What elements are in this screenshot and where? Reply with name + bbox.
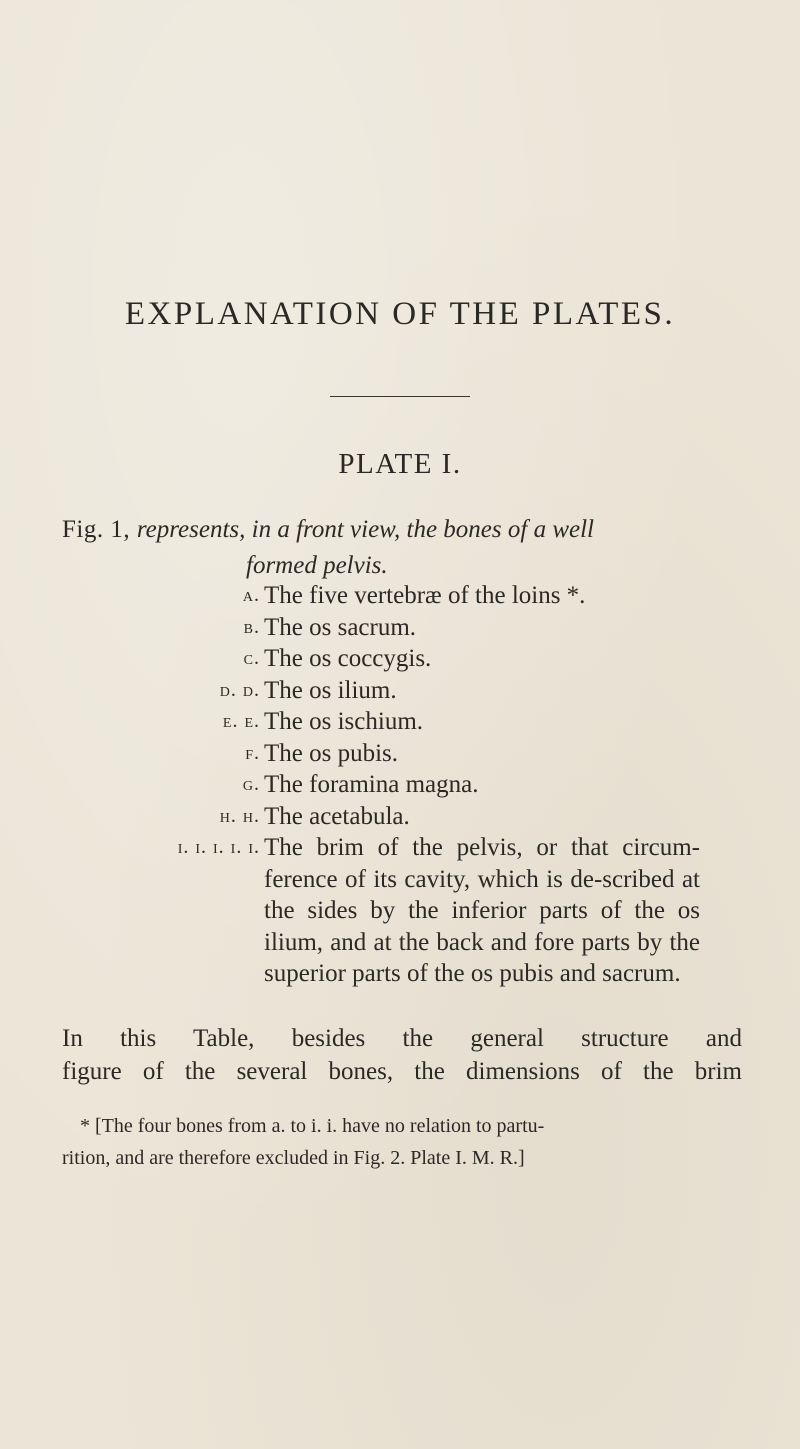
page-title: EXPLANATION OF THE PLATES. bbox=[124, 296, 676, 332]
legend-description: The acetabula. bbox=[264, 802, 410, 830]
legend-description: The os ischium. bbox=[264, 708, 424, 735]
legend-description: The brim of the pelvis, or that circum-ference of its cavity, which is de-scribed at the sides by the inferior parts of the os ilium, and at the back and fore parts by the superior parts of the os pubis and sacrum. bbox=[264, 834, 700, 987]
legend-description: The five vertebræ of the loins *. bbox=[264, 582, 586, 609]
legend-description: The os sacrum. bbox=[264, 613, 417, 641]
legend-description: The os coccygis. bbox=[264, 645, 432, 672]
legend-item bbox=[0, 706, 800, 738]
figure-caption-text: represents, in a front view, the bones of a well bbox=[136, 516, 594, 543]
legend-description: The os ilium. bbox=[264, 676, 397, 704]
body-paragraph-line: In this Table, besides the general structure and bbox=[62, 1025, 742, 1052]
legend-key: h. h. bbox=[219, 804, 260, 827]
title-divider-rule bbox=[330, 396, 470, 397]
legend-item bbox=[0, 612, 800, 644]
legend-item bbox=[0, 738, 800, 770]
figure-caption-text-line2: formed pelvis. bbox=[246, 552, 388, 579]
legend-key: c. bbox=[243, 647, 260, 669]
legend-description: The os pubis. bbox=[264, 739, 399, 767]
legend-item bbox=[0, 643, 800, 675]
legend-item bbox=[0, 675, 800, 707]
legend-key: e. e. bbox=[222, 710, 260, 732]
legend-key: b. bbox=[243, 615, 260, 638]
footnote bbox=[62, 1110, 742, 1174]
legend-description: The foramina magna. bbox=[264, 771, 479, 798]
legend-item bbox=[0, 832, 800, 990]
figure-legend bbox=[0, 580, 800, 990]
legend-key: g. bbox=[242, 773, 260, 795]
figure-caption bbox=[62, 512, 762, 584]
plate-heading: PLATE I. bbox=[338, 448, 462, 480]
legend-item bbox=[0, 769, 800, 801]
legend-item bbox=[0, 580, 800, 612]
body-paragraph-line: figure of the several bones, the dimensions of the brim bbox=[62, 1058, 742, 1085]
footnote-line: rition, and are therefore excluded in Fig. 2. Plate I. M. R.] bbox=[62, 1147, 525, 1169]
legend-item bbox=[0, 801, 800, 833]
legend-key: f. bbox=[245, 741, 260, 764]
legend-key: a. bbox=[242, 584, 260, 606]
body-paragraph bbox=[62, 1022, 742, 1088]
legend-key: i. i. i. i. i. bbox=[177, 836, 260, 858]
figure-caption-lead: Fig. 1, bbox=[62, 516, 137, 543]
legend-key: d. d. bbox=[219, 678, 260, 701]
footnote-line: * [The four bones from a. to i. i. have no relation to partu- bbox=[80, 1115, 545, 1137]
